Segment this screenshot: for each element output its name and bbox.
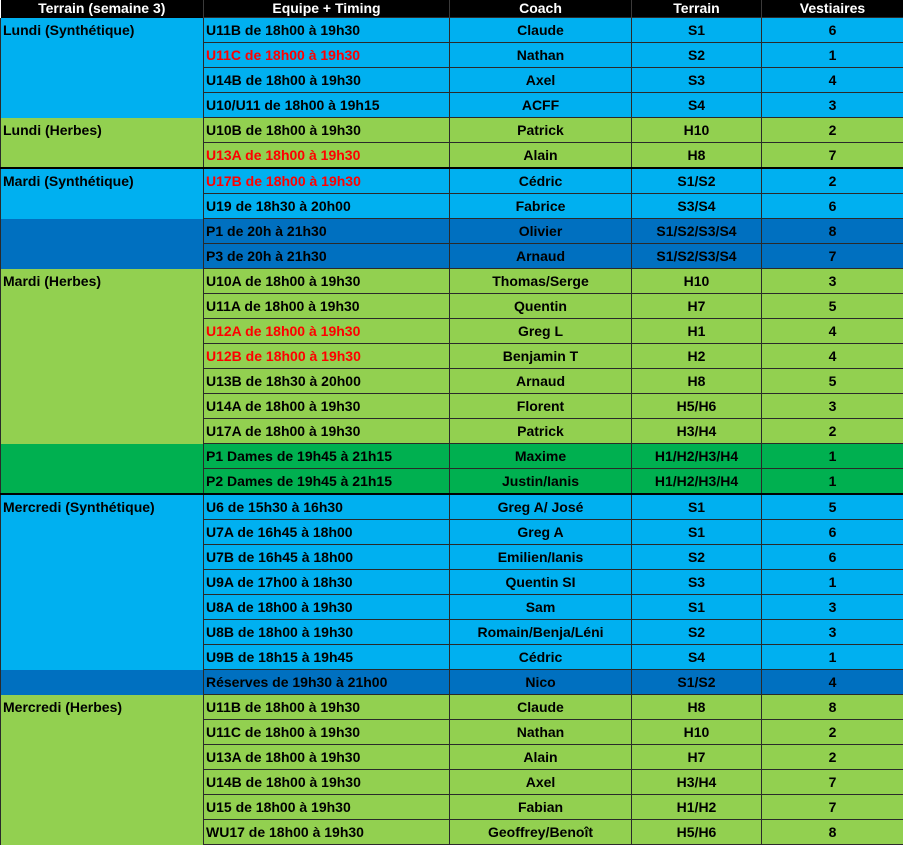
cell-day[interactable] xyxy=(1,469,204,495)
cell-team-timing[interactable]: U11B de 18h00 à 19h30 xyxy=(204,18,450,43)
cell-field[interactable]: H5/H6 xyxy=(632,820,762,845)
cell-lockers[interactable]: 4 xyxy=(762,670,903,695)
header-coach[interactable]: Coach xyxy=(450,0,632,18)
cell-day[interactable] xyxy=(1,394,204,419)
table-row xyxy=(1,344,903,369)
cell-field[interactable]: S4 xyxy=(632,645,762,670)
cell-lockers[interactable]: 6 xyxy=(762,545,903,570)
cell-team-timing[interactable]: U6 de 15h30 à 16h30 xyxy=(204,494,450,520)
header-team-timing[interactable]: Equipe + Timing xyxy=(204,0,450,18)
cell-day[interactable]: Mercredi (Herbes) xyxy=(1,695,204,720)
table-row xyxy=(1,43,903,68)
cell-coach[interactable]: Fabrice xyxy=(450,194,632,219)
cell-field[interactable]: S2 xyxy=(632,43,762,68)
cell-day[interactable]: Mardi (Herbes) xyxy=(1,269,204,294)
header-field[interactable]: Terrain xyxy=(632,0,762,18)
cell-day[interactable] xyxy=(1,244,204,269)
cell-field[interactable]: H1 xyxy=(632,319,762,344)
cell-team-timing[interactable]: U13B de 18h30 à 20h00 xyxy=(204,369,450,394)
cell-coach[interactable]: Emilien/Ianis xyxy=(450,545,632,570)
cell-team-timing[interactable]: P1 de 20h à 21h30 xyxy=(204,219,450,244)
cell-lockers[interactable]: 4 xyxy=(762,344,903,369)
cell-field[interactable]: H5/H6 xyxy=(632,394,762,419)
table-row xyxy=(1,670,903,695)
cell-team-timing[interactable]: WU17 de 18h00 à 19h30 xyxy=(204,820,450,845)
cell-lockers[interactable]: 7 xyxy=(762,795,903,820)
cell-day[interactable] xyxy=(1,68,204,93)
cell-team-timing[interactable]: P3 de 20h à 21h30 xyxy=(204,244,450,269)
cell-day[interactable] xyxy=(1,520,204,545)
cell-field[interactable]: H8 xyxy=(632,369,762,394)
cell-field[interactable]: H8 xyxy=(632,695,762,720)
cell-field[interactable]: S3/S4 xyxy=(632,194,762,219)
cell-lockers[interactable]: 4 xyxy=(762,319,903,344)
cell-lockers[interactable]: 1 xyxy=(762,444,903,469)
cell-coach[interactable]: Cédric xyxy=(450,168,632,194)
cell-field[interactable]: H8 xyxy=(632,143,762,169)
cell-field[interactable]: S3 xyxy=(632,68,762,93)
cell-coach[interactable]: Greg A xyxy=(450,520,632,545)
cell-lockers[interactable]: 3 xyxy=(762,394,903,419)
table-row xyxy=(1,18,903,43)
cell-field[interactable]: S1 xyxy=(632,18,762,43)
cell-team-timing[interactable]: U17B de 18h00 à 19h30 xyxy=(204,168,450,194)
cell-coach[interactable]: Justin/Ianis xyxy=(450,469,632,495)
cell-team-timing[interactable]: U13A de 18h00 à 19h30 xyxy=(204,143,450,169)
cell-lockers[interactable]: 1 xyxy=(762,645,903,670)
table-row xyxy=(1,68,903,93)
cell-day[interactable] xyxy=(1,595,204,620)
cell-team-timing[interactable]: U11C de 18h00 à 19h30 xyxy=(204,43,450,68)
table-row xyxy=(1,269,903,294)
cell-field[interactable]: H10 xyxy=(632,118,762,143)
cell-field[interactable]: S4 xyxy=(632,93,762,118)
cell-lockers[interactable]: 5 xyxy=(762,369,903,394)
cell-field[interactable]: H2 xyxy=(632,344,762,369)
cell-team-timing[interactable]: U11A de 18h00 à 19h30 xyxy=(204,294,450,319)
table-row xyxy=(1,595,903,620)
cell-lockers[interactable]: 7 xyxy=(762,143,903,169)
cell-day[interactable] xyxy=(1,419,204,444)
cell-coach[interactable]: Nico xyxy=(450,670,632,695)
header-lockers[interactable]: Vestiaires xyxy=(762,0,903,18)
cell-coach[interactable]: Axel xyxy=(450,770,632,795)
header-terrain-week[interactable]: Terrain (semaine 3) xyxy=(1,0,204,18)
cell-team-timing[interactable]: U10A de 18h00 à 19h30 xyxy=(204,269,450,294)
cell-coach[interactable]: Patrick xyxy=(450,419,632,444)
cell-field[interactable]: S2 xyxy=(632,545,762,570)
cell-day[interactable] xyxy=(1,770,204,795)
cell-day[interactable] xyxy=(1,194,204,219)
cell-coach[interactable]: Romain/Benja/Léni xyxy=(450,620,632,645)
cell-coach[interactable]: Claude xyxy=(450,18,632,43)
cell-coach[interactable]: Greg L xyxy=(450,319,632,344)
cell-coach[interactable]: Claude xyxy=(450,695,632,720)
cell-coach[interactable]: Thomas/Serge xyxy=(450,269,632,294)
table-row xyxy=(1,745,903,770)
cell-lockers[interactable]: 8 xyxy=(762,820,903,845)
cell-team-timing[interactable]: U10B de 18h00 à 19h30 xyxy=(204,118,450,143)
cell-lockers[interactable]: 3 xyxy=(762,93,903,118)
cell-coach[interactable]: Nathan xyxy=(450,720,632,745)
cell-coach[interactable]: Alain xyxy=(450,745,632,770)
cell-team-timing[interactable]: U9B de 18h15 à 19h45 xyxy=(204,645,450,670)
cell-coach[interactable]: Arnaud xyxy=(450,244,632,269)
cell-day[interactable] xyxy=(1,745,204,770)
cell-coach[interactable]: Olivier xyxy=(450,219,632,244)
cell-team-timing[interactable]: U10/U11 de 18h00 à 19h15 xyxy=(204,93,450,118)
cell-team-timing[interactable]: U12A de 18h00 à 19h30 xyxy=(204,319,450,344)
table-row xyxy=(1,143,903,169)
cell-day[interactable]: Mardi (Synthétique) xyxy=(1,168,204,194)
table-row xyxy=(1,770,903,795)
table-row xyxy=(1,620,903,645)
cell-team-timing[interactable]: U7B de 16h45 à 18h00 xyxy=(204,545,450,570)
cell-lockers[interactable]: 4 xyxy=(762,68,903,93)
cell-team-timing[interactable]: P2 Dames de 19h45 à 21h15 xyxy=(204,469,450,495)
cell-coach[interactable]: Florent xyxy=(450,394,632,419)
cell-lockers[interactable]: 1 xyxy=(762,570,903,595)
cell-team-timing[interactable]: P1 Dames de 19h45 à 21h15 xyxy=(204,444,450,469)
cell-team-timing[interactable]: U8B de 18h00 à 19h30 xyxy=(204,620,450,645)
cell-day[interactable] xyxy=(1,319,204,344)
table-row xyxy=(1,469,903,495)
cell-field[interactable]: H1/H2 xyxy=(632,795,762,820)
table-row xyxy=(1,795,903,820)
cell-team-timing[interactable]: U8A de 18h00 à 19h30 xyxy=(204,595,450,620)
cell-day[interactable] xyxy=(1,143,204,169)
cell-day[interactable] xyxy=(1,219,204,244)
cell-field[interactable]: H10 xyxy=(632,269,762,294)
table-row xyxy=(1,545,903,570)
table-row xyxy=(1,244,903,269)
table-row xyxy=(1,520,903,545)
cell-lockers[interactable]: 8 xyxy=(762,695,903,720)
cell-coach[interactable]: Sam xyxy=(450,595,632,620)
cell-day[interactable] xyxy=(1,43,204,68)
table-row xyxy=(1,319,903,344)
cell-day[interactable] xyxy=(1,820,204,845)
cell-lockers[interactable]: 7 xyxy=(762,244,903,269)
cell-day[interactable]: Lundi (Synthétique) xyxy=(1,18,204,43)
cell-field[interactable]: S1/S2/S3/S4 xyxy=(632,219,762,244)
cell-lockers[interactable]: 6 xyxy=(762,18,903,43)
cell-coach[interactable]: Patrick xyxy=(450,118,632,143)
table-row xyxy=(1,695,903,720)
table-row xyxy=(1,294,903,319)
cell-field[interactable]: S3 xyxy=(632,570,762,595)
cell-lockers[interactable]: 2 xyxy=(762,118,903,143)
cell-lockers[interactable]: 3 xyxy=(762,269,903,294)
table-row xyxy=(1,494,903,520)
schedule-body xyxy=(1,18,903,845)
cell-lockers[interactable]: 8 xyxy=(762,219,903,244)
cell-lockers[interactable]: 3 xyxy=(762,595,903,620)
cell-team-timing[interactable]: U19 de 18h30 à 20h00 xyxy=(204,194,450,219)
cell-day[interactable] xyxy=(1,720,204,745)
table-row xyxy=(1,118,903,143)
cell-field[interactable]: H3/H4 xyxy=(632,419,762,444)
cell-field[interactable]: S1 xyxy=(632,520,762,545)
cell-lockers[interactable]: 1 xyxy=(762,469,903,495)
cell-lockers[interactable]: 3 xyxy=(762,620,903,645)
cell-lockers[interactable]: 6 xyxy=(762,520,903,545)
cell-coach[interactable]: Benjamin T xyxy=(450,344,632,369)
table-row xyxy=(1,394,903,419)
cell-lockers[interactable]: 2 xyxy=(762,419,903,444)
table-row xyxy=(1,168,903,194)
cell-coach[interactable]: Arnaud xyxy=(450,369,632,394)
cell-field[interactable]: S1/S2 xyxy=(632,670,762,695)
cell-field[interactable]: H7 xyxy=(632,745,762,770)
cell-team-timing[interactable]: U17A de 18h00 à 19h30 xyxy=(204,419,450,444)
cell-coach[interactable]: Nathan xyxy=(450,43,632,68)
header-row xyxy=(1,0,903,18)
cell-day[interactable] xyxy=(1,620,204,645)
cell-day[interactable] xyxy=(1,93,204,118)
cell-team-timing[interactable]: U11B de 18h00 à 19h30 xyxy=(204,695,450,720)
cell-lockers[interactable]: 6 xyxy=(762,194,903,219)
cell-field[interactable]: H10 xyxy=(632,720,762,745)
cell-team-timing[interactable]: U14B de 18h00 à 19h30 xyxy=(204,770,450,795)
cell-lockers[interactable]: 2 xyxy=(762,720,903,745)
cell-lockers[interactable]: 2 xyxy=(762,168,903,194)
cell-coach[interactable]: Greg A/ José xyxy=(450,494,632,520)
cell-lockers[interactable]: 5 xyxy=(762,294,903,319)
table-row xyxy=(1,570,903,595)
cell-day[interactable] xyxy=(1,645,204,670)
cell-day[interactable]: Lundi (Herbes) xyxy=(1,118,204,143)
cell-lockers[interactable]: 1 xyxy=(762,43,903,68)
cell-team-timing[interactable]: U13A de 18h00 à 19h30 xyxy=(204,745,450,770)
cell-day[interactable] xyxy=(1,795,204,820)
cell-team-timing[interactable]: U14B de 18h00 à 19h30 xyxy=(204,68,450,93)
cell-field[interactable]: S1/S2 xyxy=(632,168,762,194)
cell-day[interactable] xyxy=(1,344,204,369)
cell-team-timing[interactable]: U15 de 18h00 à 19h30 xyxy=(204,795,450,820)
cell-coach[interactable]: Maxime xyxy=(450,444,632,469)
cell-team-timing[interactable]: U12B de 18h00 à 19h30 xyxy=(204,344,450,369)
cell-field[interactable]: S1/S2/S3/S4 xyxy=(632,244,762,269)
cell-field[interactable]: S1 xyxy=(632,494,762,520)
cell-lockers[interactable]: 7 xyxy=(762,770,903,795)
table-row xyxy=(1,820,903,845)
cell-lockers[interactable]: 2 xyxy=(762,745,903,770)
table-row xyxy=(1,369,903,394)
table-row xyxy=(1,645,903,670)
table-row xyxy=(1,419,903,444)
table-row xyxy=(1,93,903,118)
cell-team-timing[interactable]: U7A de 16h45 à 18h00 xyxy=(204,520,450,545)
cell-field[interactable]: S2 xyxy=(632,620,762,645)
cell-coach[interactable]: Quentin SI xyxy=(450,570,632,595)
cell-coach[interactable]: Alain xyxy=(450,143,632,169)
cell-team-timing[interactable]: Réserves de 19h30 à 21h00 xyxy=(204,670,450,695)
cell-day[interactable] xyxy=(1,670,204,695)
cell-team-timing[interactable]: U14A de 18h00 à 19h30 xyxy=(204,394,450,419)
cell-field[interactable]: H3/H4 xyxy=(632,770,762,795)
cell-coach[interactable]: Geoffrey/Benoît xyxy=(450,820,632,845)
cell-coach[interactable]: ACFF xyxy=(450,93,632,118)
cell-lockers[interactable]: 5 xyxy=(762,494,903,520)
table-row xyxy=(1,720,903,745)
cell-field[interactable]: H1/H2/H3/H4 xyxy=(632,469,762,495)
cell-field[interactable]: H1/H2/H3/H4 xyxy=(632,444,762,469)
cell-day[interactable]: Mercredi (Synthétique) xyxy=(1,494,204,520)
cell-day[interactable] xyxy=(1,294,204,319)
cell-coach[interactable]: Fabian xyxy=(450,795,632,820)
table-row xyxy=(1,444,903,469)
cell-field[interactable]: H7 xyxy=(632,294,762,319)
table-row xyxy=(1,194,903,219)
cell-coach[interactable]: Cédric xyxy=(450,645,632,670)
cell-team-timing[interactable]: U11C de 18h00 à 19h30 xyxy=(204,720,450,745)
cell-team-timing[interactable]: U9A de 17h00 à 18h30 xyxy=(204,570,450,595)
cell-day[interactable] xyxy=(1,545,204,570)
cell-day[interactable] xyxy=(1,444,204,469)
cell-day[interactable] xyxy=(1,570,204,595)
cell-field[interactable]: S1 xyxy=(632,595,762,620)
cell-coach[interactable]: Quentin xyxy=(450,294,632,319)
cell-day[interactable] xyxy=(1,369,204,394)
cell-coach[interactable]: Axel xyxy=(450,68,632,93)
table-row xyxy=(1,219,903,244)
